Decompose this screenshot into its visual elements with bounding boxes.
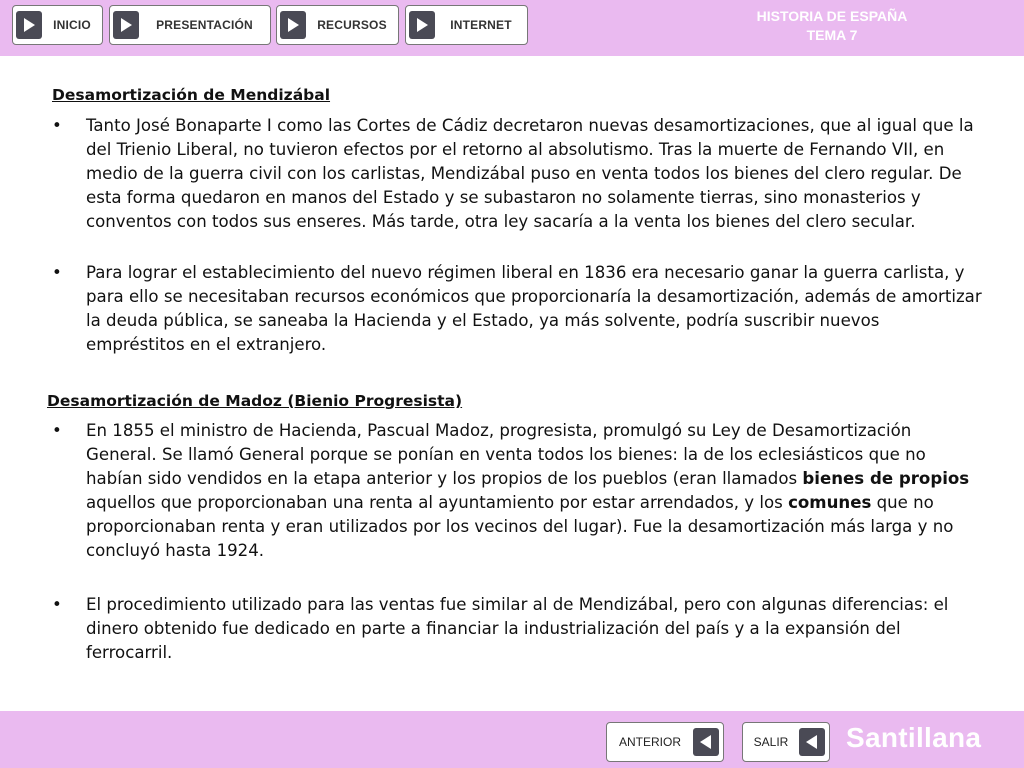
- bullet-text: Tanto José Bonaparte I como las Cortes de Cádiz decretaron nuevas desamortizaciones, que al igual que la del Trienio Liberal, no tuvieron efectos por el retorno al absolutismo. Tras la muerte de Fernando VII, en medio de la guerra civil con los carlistas, Mendizábal puso en venta todos los bienes del clero regular. De esta forma quedaron en manos del Estado y se subastaron no solamente tierras, sino monasterios y conventos con todos sus enseres. Más tarde, otra ley sacaría a la venta los bienes del clero secular.: [86, 116, 974, 231]
- presentacion-label: PRESENTACIÓN: [156, 18, 253, 32]
- section-heading-mendizabal: Desamortización de Mendizábal: [52, 86, 331, 104]
- bold-term-comunes: comunes: [788, 493, 872, 512]
- subject-title: HISTORIA DE ESPAÑA: [756, 8, 908, 24]
- bullet-text: El procedimiento utilizado para las ventas fue similar al de Mendizábal, pero con algunas diferencias: el dinero obtenido fue dedicado en parte a financiar la industrialización del país y a la expansión del ferrocarril.: [86, 595, 949, 662]
- list-item: [52, 593, 982, 665]
- inicio-label: INICIO: [53, 18, 91, 32]
- anterior-button[interactable]: [606, 722, 724, 762]
- salir-button[interactable]: [742, 722, 830, 762]
- bullet-text: Para lograr el establecimiento del nuevo régimen liberal en 1836 era necesario ganar la guerra carlista, y para ello se necesitaban recursos económicos que proporcionaría la desamortización, además de amortizar la deuda pública, se saneaba la Hacienda y el Estado, ya más solvente, podría suscribir nuevos empréstitos en el extranjero.: [86, 263, 982, 354]
- anterior-label: ANTERIOR: [618, 735, 681, 749]
- bold-term-bienes-propios: bienes de propios: [802, 469, 970, 488]
- bullet-text: [86, 419, 982, 563]
- salir-label: SALIR: [753, 735, 789, 749]
- bullet-marker: •: [52, 116, 62, 135]
- back-arrow-icon: [693, 728, 719, 756]
- bullet-marker: •: [52, 595, 62, 614]
- text-run: aquellos que proporcionaban una renta al ayuntamiento por estar arrendados, y los: [86, 493, 789, 512]
- section-heading-madoz: Desamortización de Madoz (Bienio Progresista): [47, 392, 463, 410]
- list-item: [52, 114, 982, 234]
- recursos-label: RECURSOS: [317, 18, 387, 32]
- text-run: En 1855 el ministro de Hacienda, Pascual Madoz, progresista, promulgó su Ley de Desamortización General. Se llamó General porque se ponían en venta todos los bienes: la de los eclesiásticos que no habían sido vendidos en la etapa anterior y los propios de los pueblos (eran llamados: [86, 421, 926, 488]
- bullet-marker: •: [52, 263, 62, 282]
- unit-title: TEMA 7: [806, 27, 858, 43]
- exit-arrow-icon: [799, 728, 825, 756]
- text-run: que no proporcionaban renta y eran utilizados por los vecinos del lugar). Fue la desamortización más larga y no concluyó hasta 1924.: [86, 493, 954, 560]
- list-item: [52, 419, 982, 563]
- brand-logo: Santillana: [846, 722, 982, 753]
- list-item: [52, 261, 982, 357]
- internet-label: INTERNET: [450, 18, 512, 32]
- bullet-marker: •: [52, 421, 62, 440]
